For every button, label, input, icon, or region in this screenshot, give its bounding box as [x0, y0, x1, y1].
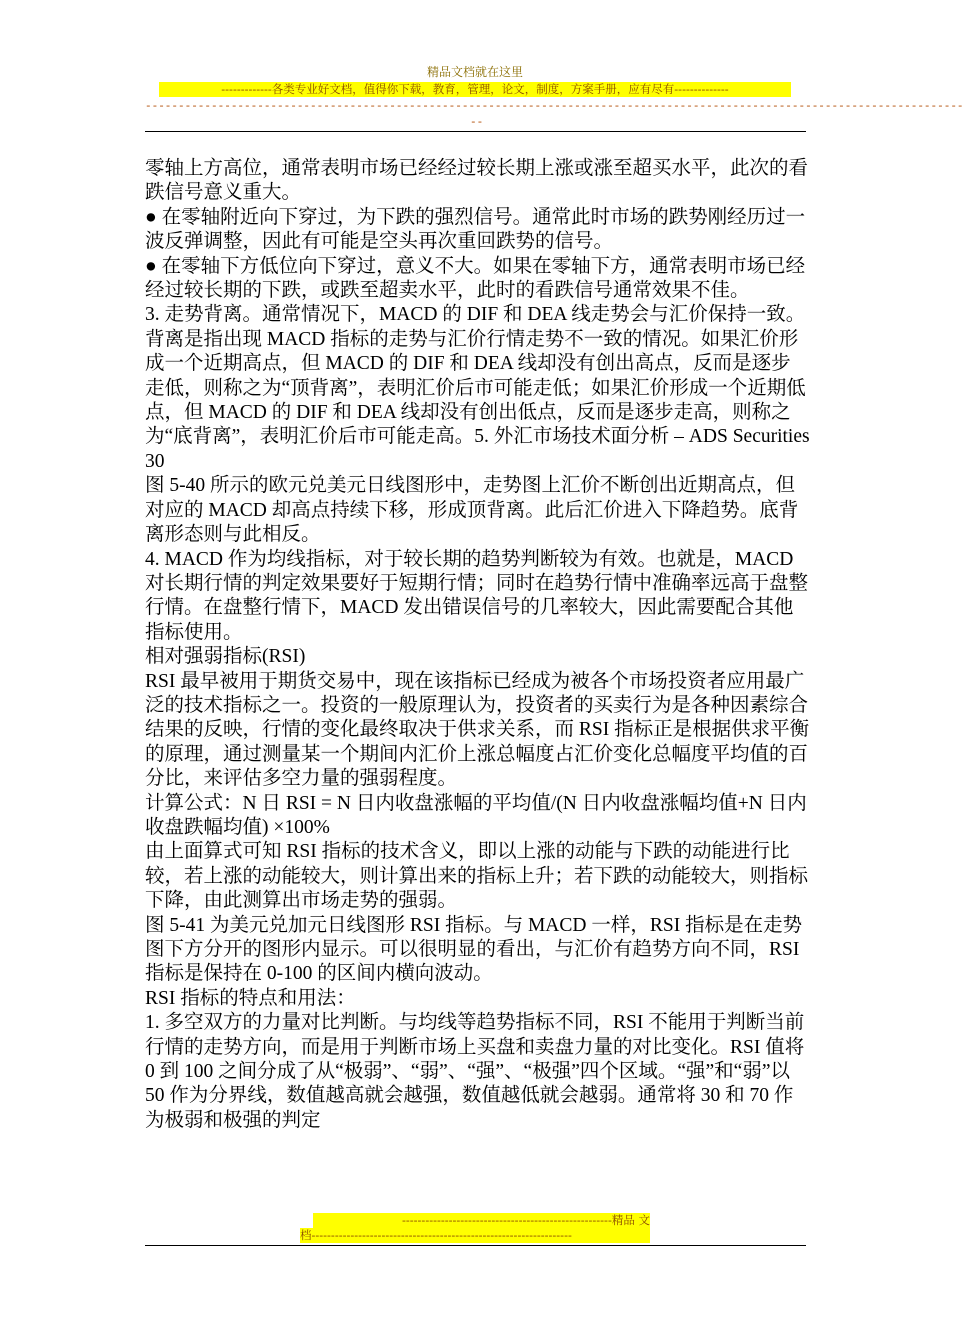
footer-rule	[145, 1245, 806, 1246]
paragraph: 3. 走势背离。通常情况下，MACD 的 DIF 和 DEA 线走势会与汇价保持一致。背离是指出现 MACD 指标的走势与汇价行情走势不一致的情况。如果汇价形成一个近期高点，但 MACD 的 DIF 和 DEA 线却没有创出高点，反而是逐步走低，则称之为“顶背离”，表明汇价后市可能走低；如果汇价形成一个近期低点，但 MACD 的 DIF 和 DEA 线却没有创出低点，反而是逐步走高，则称之为“底背离”，表明汇价后市可能走高。5. 外汇市场技术面分析 – ADS Securities 30	[145, 304, 810, 472]
bullet-paragraph: ● 在零轴下方低位向下穿过，意义不大。如果在零轴下方，通常表明市场已经经过较长期的下跌，或跌至超卖水平，此时的看跌信号通常效果不佳。	[145, 255, 810, 304]
section-heading: 相对强弱指标(RSI)	[145, 646, 306, 668]
formula-paragraph: 计算公式：N 日 RSI = N 日内收盘涨幅的平均值/(N 日内收盘涨幅均值+N 日内收盘跌幅均值) ×100%	[145, 792, 807, 838]
paragraph: 零轴上方高位，通常表明市场已经经过较长期上涨或涨至超买水平，此次的看跌信号意义重大。	[145, 158, 809, 204]
header-dash-line: ----------------------------------------------------------------------------------------------------------------------------	[145, 101, 964, 113]
header-title: 精品文档就在这里	[426, 65, 523, 79]
header-rule	[145, 131, 806, 132]
paragraph: 4. MACD 作为均线指标，对于较长期的趋势判断较为有效。也就是，MACD 对长期行情的判定效果要好于短期行情；同时在趋势行情中准确率远高于盘整行情。在盘整行情下，MACD 发出错误信号的几率较大，因此需要配合其他指标使用。	[145, 548, 809, 643]
bullet-paragraph: ● 在零轴附近向下穿过，为下跌的强烈信号。通常此时市场的跌势刚经历过一波反弹调整，因此有可能是空头再次重回跌势的信号。	[145, 206, 810, 255]
paragraph: 由上面算式可知 RSI 指标的技术含义，即以上涨的动能与下跌的动能进行比较，若上涨的动能较大，则计算出来的指标上升；若下跌的动能较大，则指标下降，由此测算出市场走势的强弱。	[145, 841, 809, 912]
paragraph: RSI 指标的特点和用法：	[145, 987, 356, 1009]
paragraph: 图 5-41 为美元兑加元日线图形 RSI 指标。与 MACD 一样，RSI 指标是在走势图下方分开的图形内显示。可以很明显的看出，与汇价有趋势方向不同，RSI 指标是保持在 0-100 的区间内横向波动。	[145, 914, 803, 985]
body-text	[145, 157, 810, 1133]
paragraph: RSI 最早被用于期货交易中，现在该指标已经成为被各个市场投资者应用最广泛的技术指标之一。投资的一般原理认为，投资者的买卖行为是各种因素综合结果的反映，行情的变化最终取决于供求关系，而 RSI 指标正是根据供求平衡的原理，通过测量某一个期间内汇价上涨总幅度占汇价变化总幅度平均值的百分比，来评估多空力量的强弱程度。	[145, 670, 810, 790]
header-dash-tail: --	[470, 117, 484, 129]
footer-line-1: ------------------------------------------------------精品 文	[313, 1213, 650, 1228]
header-tagline: -------------各类专业好文档，值得你下载，教育，管理，论文，制度，方案手册，应有尽有--------------	[159, 82, 791, 97]
footer-line-2: 档-------------------------------------------------------------------	[300, 1228, 650, 1243]
paragraph: 1. 多空双方的力量对比判断。与均线等趋势指标不同，RSI 不能用于判断当前行情的走势方向，而是用于判断市场上买盘和卖盘力量的对比变化。RSI 值将 0 到 100 之间分成了从“极弱”、“弱”、“强”、“极强”四个区域。“强”和“弱”以 50 作为分界线，数值越高就会越强，数值越低就会越弱。通常将 30 和 70 作为极弱和极强的判定	[145, 1012, 805, 1131]
paragraph: 图 5-40 所示的欧元兑美元日线图形中，走势图上汇价不断创出近期高点，但对应的 MACD 却高点持续下移，形成顶背离。此后汇价进入下降趋势。底背离形态则与此相反。	[145, 475, 799, 546]
